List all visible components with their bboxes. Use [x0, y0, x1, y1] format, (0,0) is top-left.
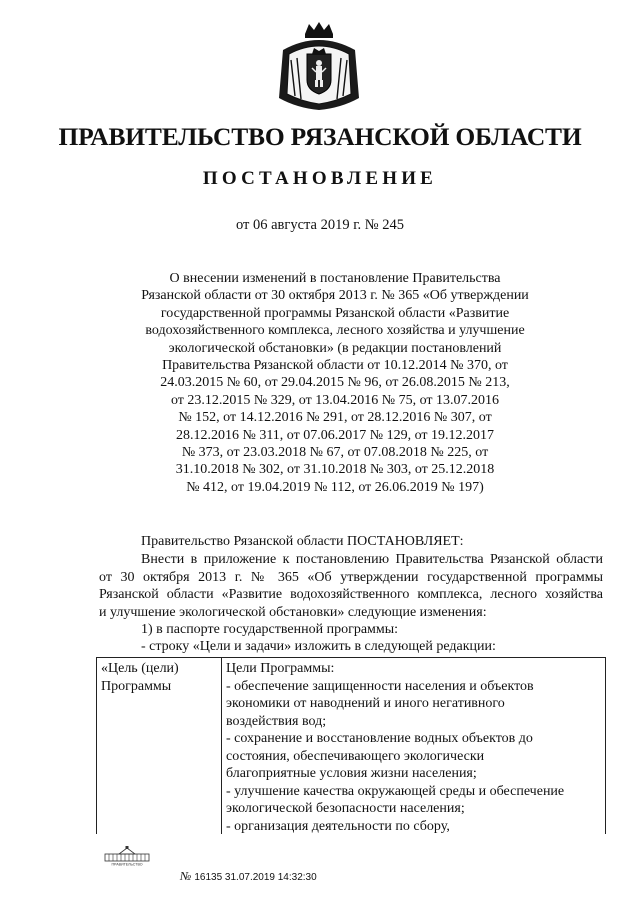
table-cell-line: состояния, обеспечивающего экологически: [226, 748, 485, 764]
subject-line: 28.12.2016 № 311, от 07.06.2017 № 129, от 19.12.2017: [175, 427, 495, 443]
table-cell-line: экологической безопасности населения;: [226, 801, 465, 816]
document-date-number: от 06 августа 2019 г. № 245: [235, 217, 405, 233]
list-sub-item: - строку «Цели и задачи» изложить в следующей редакции:: [141, 639, 496, 654]
main-paragraph: [99, 551, 603, 621]
subject-line: Правительства Рязанской области от 10.12.2014 № 370, от: [162, 358, 508, 374]
document-subject: [130, 270, 540, 496]
decree-intro: Правительство Рязанской области ПОСТАНОВЛЯЕТ:: [141, 534, 464, 549]
subject-line: № 373, от 23.03.2018 № 67, от 07.08.2018 № 225, от: [181, 445, 489, 461]
table-column-divider: [221, 658, 222, 834]
subject-line: № 152, от 14.12.2016 № 291, от 28.12.2016 № 307, от: [178, 410, 492, 426]
subject-line: 24.03.2015 № 60, от 29.04.2015 № 96, от 26.08.2015 № 213,: [160, 375, 510, 391]
subject-line: от 23.12.2015 № 329, от 13.04.2016 № 75, от 13.07.2016: [170, 392, 499, 408]
registration-number-date: 16135 31.07.2019 14:32:30: [194, 872, 317, 883]
table-cell-right: [226, 660, 600, 835]
table-cell-line: - улучшение качества окружающей среды и обеспечение: [226, 783, 565, 799]
subject-line: О внесении изменений в постановление Правительства: [169, 271, 501, 286]
subject-line: водохозяйственного комплекса, лесного хозяйства и улучшение: [145, 323, 525, 339]
coat-of-arms-icon: [275, 20, 363, 112]
subject-line: 31.10.2018 № 302, от 31.10.2018 № 303, от 25.12.2018: [175, 462, 495, 478]
logo-caption: ПРАВИТЕЛЬСТВО: [111, 862, 143, 866]
table-cell-line: - организация деятельности по сбору,: [226, 818, 450, 834]
table-cell-line: «Цель (цели): [101, 661, 179, 676]
paragraph-line: и улучшение экологической обстановки» следующие изменения:: [99, 604, 487, 620]
paragraph-line: Внести в приложение к постановлению Правительства Рязанской области: [141, 552, 603, 567]
document-type: ПОСТАНОВЛЕНИЕ: [202, 168, 438, 189]
government-title: ПРАВИТЕЛЬСТВО РЯЗАНСКОЙ ОБЛАСТИ: [58, 122, 582, 151]
table-cell-line: Программы: [101, 678, 172, 694]
subject-line: Рязанской области от 30 октября 2013 г. № 365 «Об утверждении: [141, 288, 529, 304]
number-symbol: №: [180, 869, 192, 883]
table-cell-line: - сохранение и восстановление водных объектов до: [226, 731, 533, 746]
table-cell-line: воздействия вод;: [226, 713, 327, 729]
table-cell-line: - обеспечение защищенности населения и объектов: [226, 678, 534, 694]
table-cell-line: благоприятные условия жизни населения;: [226, 766, 477, 781]
paragraph-line: от 30 октября 2013 г. № 365 «Об утверждении государственной программы: [99, 569, 603, 585]
goals-table: [96, 657, 606, 834]
government-building-logo-icon: [101, 846, 153, 866]
subject-line: № 412, от 19.04.2019 № 112, от 26.06.2019 № 197): [186, 479, 484, 495]
table-cell-line: экономики от наводнений и иного негативного: [226, 696, 505, 711]
table-cell-line: Цели Программы:: [226, 661, 335, 676]
paragraph-line: Рязанской области «Развитие водохозяйственного комплекса, лесного хозяйства: [99, 587, 603, 602]
table-cell-left: [101, 660, 179, 695]
list-item: 1) в паспорте государственной программы:: [141, 622, 399, 637]
registration-stamp: [180, 869, 317, 884]
subject-line: экологической обстановки» (в редакции постановлений: [168, 340, 502, 356]
subject-line: государственной программы Рязанской области «Развитие: [160, 305, 510, 321]
